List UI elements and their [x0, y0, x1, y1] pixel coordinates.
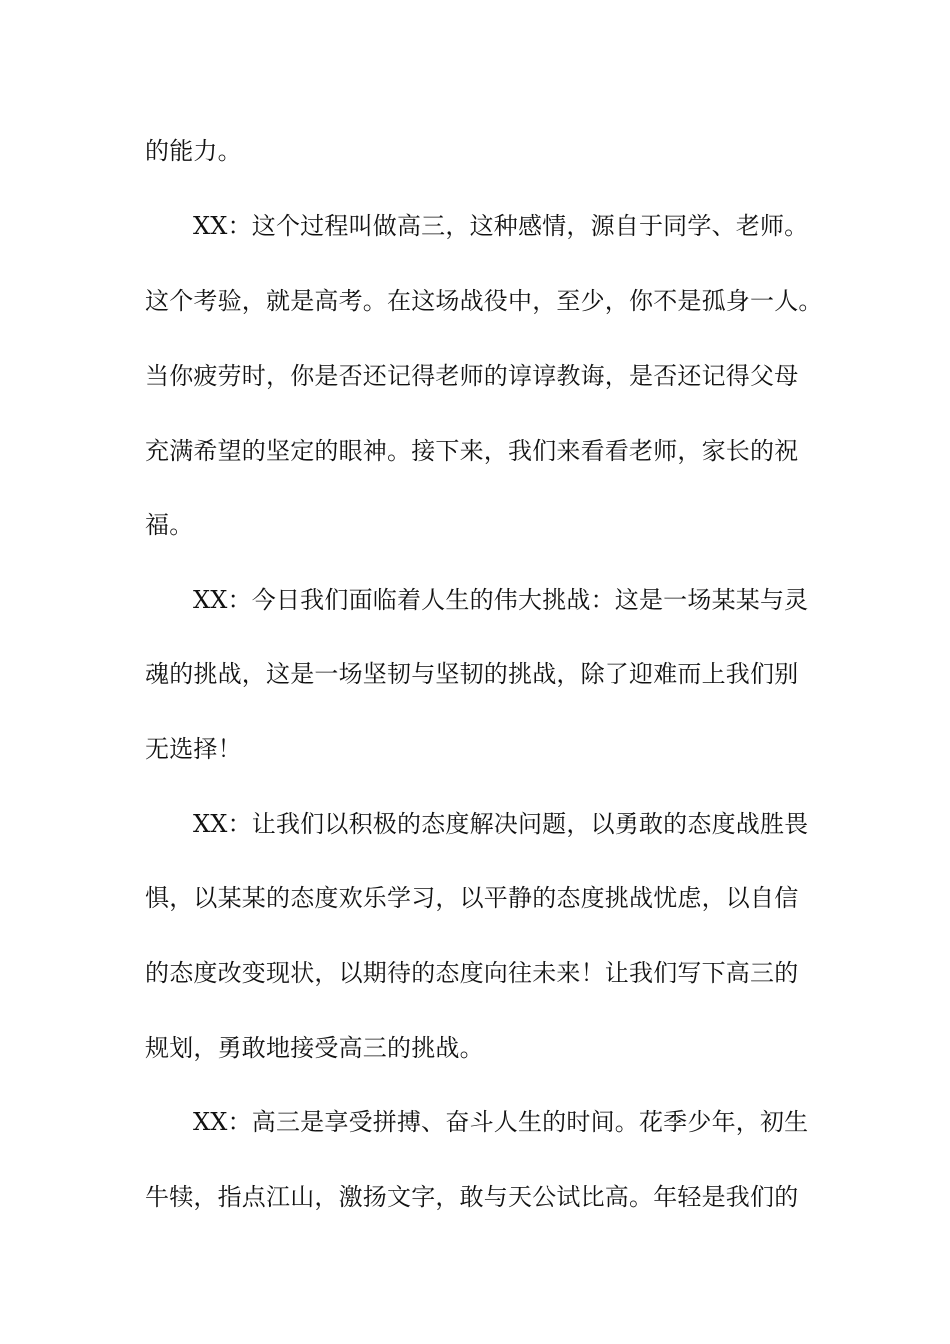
text-line: 福。	[145, 511, 194, 539]
text-line: XX：高三是享受拼搏、奋斗人生的时间。花季少年，初生	[193, 1108, 809, 1136]
text-line: XX：让我们以积极的态度解决问题，以勇敢的态度战胜畏	[193, 810, 809, 838]
text-line: 的态度改变现状，以期待的态度向往未来！让我们写下高三的	[145, 959, 799, 987]
text-line: 充满希望的坚定的眼神。接下来，我们来看看老师，家长的祝	[145, 437, 799, 465]
text-line: 规划，勇敢地接受高三的挑战。	[145, 1034, 484, 1062]
text-line: XX：这个过程叫做高三，这种感情，源自于同学、老师。	[193, 212, 809, 240]
text-line: 的能力。	[145, 137, 242, 165]
text-line: 这个考验，就是高考。在这场战役中，至少，你不是孤身一人。	[145, 287, 823, 315]
text-line: 魂的挑战，这是一场坚韧与坚韧的挑战，除了迎难而上我们别	[145, 660, 799, 688]
text-line: 牛犊，指点江山，激扬文字，敢与天公试比高。年轻是我们的	[145, 1183, 799, 1211]
text-line: 惧，以某某的态度欢乐学习，以平静的态度挑战忧虑，以自信	[145, 884, 799, 912]
text-line: XX：今日我们面临着人生的伟大挑战：这是一场某某与灵	[193, 586, 809, 614]
text-line: 当你疲劳时，你是否还记得老师的谆谆教诲，是否还记得父母	[145, 362, 799, 390]
text-line: 无选择！	[145, 735, 242, 763]
